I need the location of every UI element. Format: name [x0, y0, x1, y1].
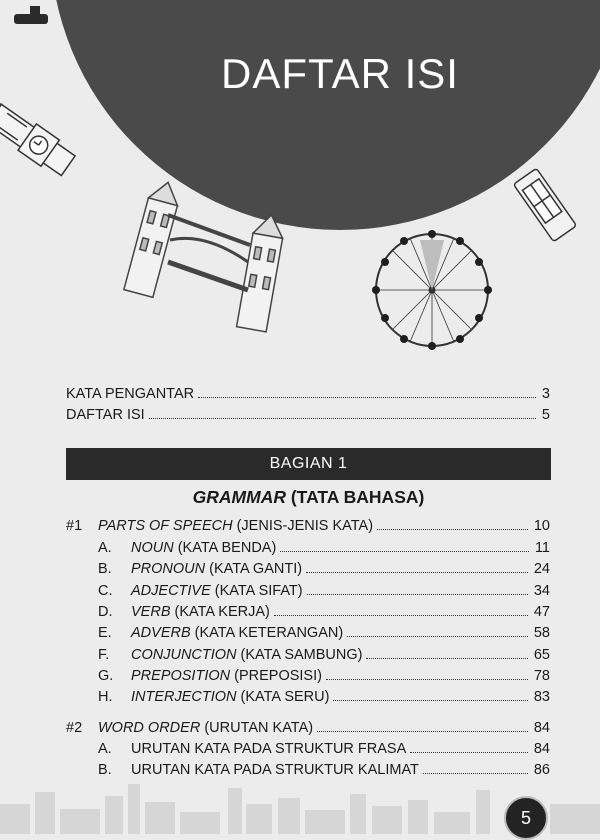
- dot-leader: [377, 528, 528, 530]
- subentry-page: 78: [533, 667, 550, 684]
- globe-shape: [50, 0, 600, 230]
- chapter-page: 84: [533, 720, 550, 736]
- subentry-label-rest: (KATA KETERANGAN): [190, 625, 344, 642]
- toc-chapter-2[interactable]: [66, 720, 550, 740]
- toc-subentry[interactable]: [98, 741, 550, 761]
- subentry-letter: B.: [98, 762, 112, 779]
- dot-leader: [306, 571, 528, 573]
- subentry-letter: E.: [98, 625, 112, 642]
- subentry-page: 65: [533, 646, 550, 663]
- toc-entry-daftar-isi[interactable]: [66, 407, 550, 427]
- toc-subentry[interactable]: [98, 561, 550, 581]
- chapter-label: [98, 518, 373, 534]
- subentry-label-rest: (KATA GANTI): [205, 561, 303, 578]
- subentry-label: [131, 561, 302, 577]
- toc-subentry[interactable]: [98, 583, 550, 603]
- subentry-label-italic: PREPOSITION: [131, 667, 231, 684]
- dot-leader: [198, 396, 536, 398]
- subentry-label: [131, 647, 362, 663]
- chapter-number: #1: [66, 518, 83, 534]
- page-number-badge: 5: [504, 796, 548, 840]
- subentry-label: [131, 583, 303, 599]
- toc-subentry[interactable]: [98, 668, 550, 688]
- section-title-italic: GRAMMAR: [192, 487, 286, 507]
- subentry-label-rest: (KATA SIFAT): [210, 582, 303, 599]
- section-banner: BAGIAN 1: [66, 448, 551, 480]
- subentry-label-rest: (PREPOSISI): [230, 667, 322, 684]
- subentry-label-rest: (KATA SAMBUNG): [236, 646, 363, 663]
- subentry-page: 86: [533, 762, 550, 779]
- section-title-rest: (TATA BAHASA): [285, 487, 425, 507]
- toc-entry-label: DAFTAR ISI: [66, 407, 145, 423]
- subentry-label-italic: NOUN: [131, 540, 174, 556]
- subentry-label-rest: URUTAN KATA PADA STRUKTUR FRASA: [131, 741, 407, 757]
- dot-leader: [366, 657, 527, 659]
- subentry-label-rest: URUTAN KATA PADA STRUKTUR KALIMAT: [131, 762, 419, 779]
- dot-leader: [347, 635, 528, 637]
- dot-leader: [307, 593, 528, 595]
- subentry-page: 24: [533, 561, 550, 578]
- dot-leader: [333, 699, 527, 701]
- subentry-label: [131, 540, 276, 556]
- subentry-label: [131, 741, 406, 757]
- figure-icon: [14, 6, 48, 24]
- dot-leader: [317, 730, 528, 732]
- chapter-label: [98, 720, 313, 736]
- subentry-page: 34: [533, 582, 550, 599]
- subentry-letter: B.: [98, 561, 112, 578]
- toc-subentry[interactable]: [98, 540, 550, 560]
- toc-subentry[interactable]: [98, 689, 550, 709]
- subentry-page: 11: [534, 540, 550, 556]
- toc-subentry[interactable]: [98, 604, 550, 624]
- subentry-label: [131, 625, 343, 641]
- dot-leader: [326, 678, 528, 680]
- subentry-letter: F.: [98, 646, 110, 663]
- toc-entry-page: 5: [541, 407, 550, 423]
- toc-entry-kata-pengantar[interactable]: [66, 386, 550, 406]
- chapter-label-italic: PARTS OF SPEECH: [98, 518, 233, 534]
- chapter-label-rest: (JENIS-JENIS KATA): [232, 518, 374, 534]
- subentry-letter: C.: [98, 582, 113, 599]
- chapter-label-italic: WORD ORDER: [98, 720, 201, 736]
- subentry-page: 83: [533, 689, 550, 706]
- subentry-label: [131, 689, 329, 705]
- subentry-page: 84: [533, 741, 550, 757]
- ferris-wheel-icon: [372, 230, 492, 350]
- dot-leader: [410, 751, 528, 753]
- subentry-label-italic: ADVERB: [131, 625, 191, 642]
- dot-leader: [149, 417, 536, 419]
- subentry-letter: A.: [98, 540, 112, 556]
- toc-subentry[interactable]: [98, 625, 550, 645]
- dot-leader: [280, 550, 529, 552]
- subentry-label-italic: PRONOUN: [131, 561, 206, 578]
- chapter-number: #2: [66, 720, 83, 736]
- chapter-page: 10: [533, 518, 550, 534]
- toc-entry-page: 3: [541, 386, 550, 402]
- subentry-letter: A.: [98, 741, 112, 757]
- subentry-label-rest: (KATA KERJA): [170, 603, 270, 620]
- phone-booth-icon: [513, 168, 576, 241]
- section-title: [66, 487, 551, 508]
- subentry-label: [131, 668, 322, 684]
- subentry-label: [131, 604, 270, 620]
- page-title: DAFTAR ISI: [221, 50, 459, 97]
- subentry-label-rest: (KATA BENDA): [173, 540, 277, 556]
- subentry-letter: H.: [98, 689, 113, 706]
- chapter-label-rest: (URUTAN KATA): [200, 720, 314, 736]
- toc-chapter-1[interactable]: [66, 518, 550, 538]
- toc-subentry[interactable]: [98, 647, 550, 667]
- toc-entry-label: KATA PENGANTAR: [66, 386, 195, 402]
- subentry-label-italic: INTERJECTION: [131, 689, 237, 706]
- subentry-label-italic: ADJECTIVE: [131, 582, 211, 599]
- clock-tower-icon: [0, 84, 77, 179]
- subentry-label-italic: CONJUNCTION: [131, 646, 237, 663]
- subentry-letter: D.: [98, 603, 113, 620]
- subentry-letter: G.: [98, 667, 114, 684]
- subentry-label-italic: VERB: [131, 603, 171, 620]
- subentry-label-rest: (KATA SERU): [236, 689, 330, 706]
- subentry-page: 47: [533, 603, 550, 620]
- subentry-page: 58: [533, 625, 550, 642]
- dot-leader: [274, 614, 528, 616]
